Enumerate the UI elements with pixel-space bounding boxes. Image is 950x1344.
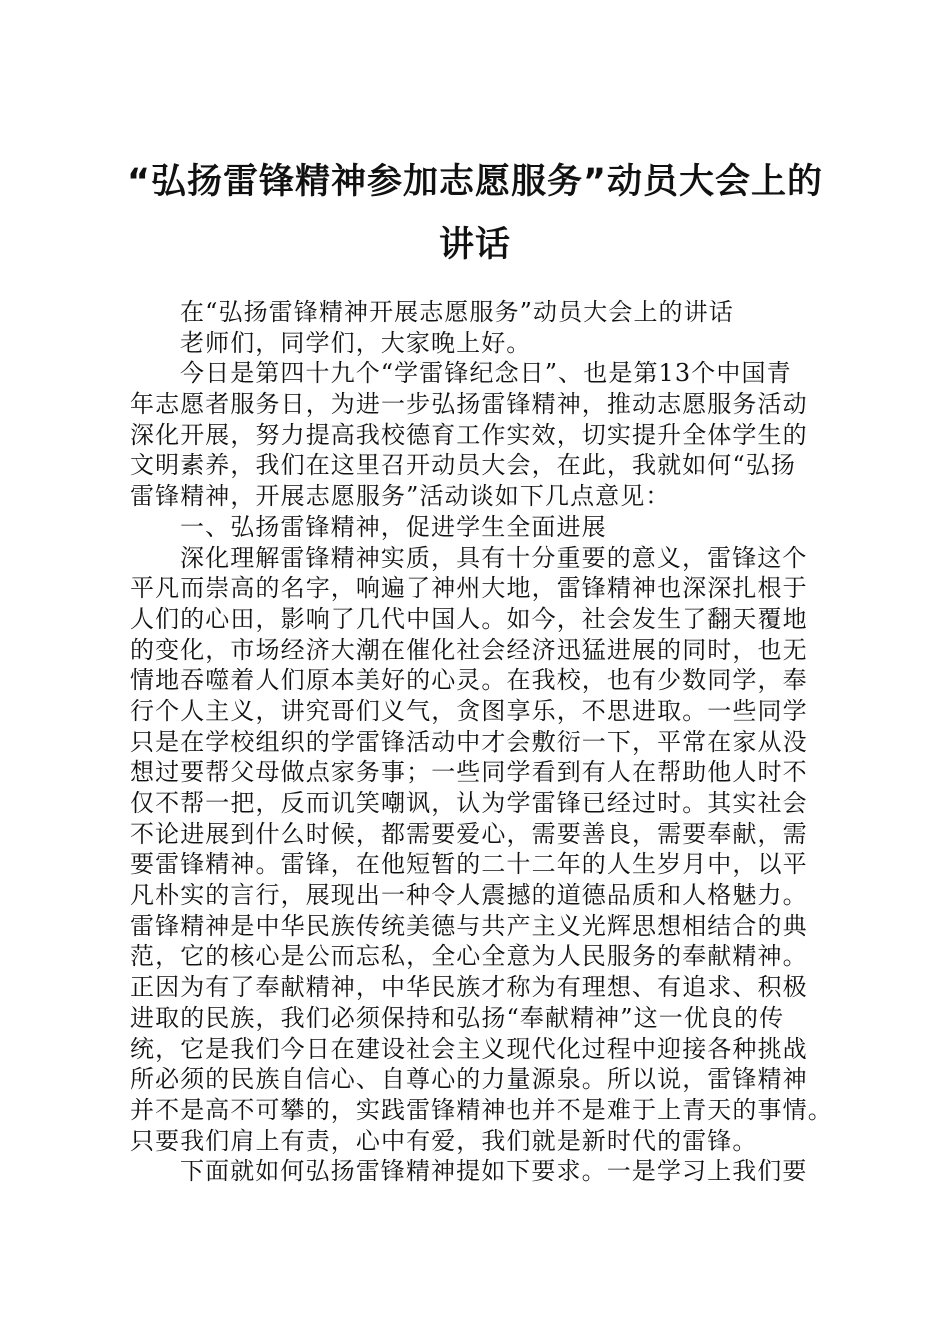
body-line: 范，它的核心是公而忘私，全心全意为人民服务的奉献精神。	[130, 942, 808, 971]
body-line: 一、弘扬雷锋精神，促进学生全面进展	[180, 512, 607, 541]
body-line: 平凡而崇高的名字，响遍了神州大地，雷锋精神也深深扎根于	[130, 574, 808, 603]
body-line: 进取的民族，我们必须保持和弘扬“奉献精神”这一优良的传	[130, 1003, 785, 1032]
document-title-line-1: “弘扬雷锋精神参加志愿服务”动员大会上的	[126, 162, 823, 202]
body-line: 要雷锋精神。雷锋，在他短暂的二十二年的人生岁月中，以平	[130, 850, 808, 879]
document-body	[130, 297, 850, 1187]
body-line: 情地吞噬着人们原本美好的心灵。在我校，也有少数同学，奉	[130, 666, 808, 695]
body-line: 只要我们肩上有责，心中有爱，我们就是新时代的雷锋。	[130, 1126, 758, 1155]
body-line: 下面就如何弘扬雷锋精神提如下要求。一是学习上我们要	[180, 1157, 808, 1186]
body-line: 雷锋精神，开展志愿服务”活动谈如下几点意见：	[130, 482, 671, 511]
body-line: 年志愿者服务日，为进一步弘扬雷锋精神，推动志愿服务活动	[130, 390, 808, 419]
body-line: 雷锋精神是中华民族传统美德与共产主义光辉思想相结合的典	[130, 911, 808, 940]
body-line: 仅不帮一把，反而讥笑嘲讽，认为学雷锋已经过时。其实社会	[130, 789, 808, 817]
body-line: 正因为有了奉献精神，中华民族才称为有理想、有追求、积极	[130, 973, 808, 1002]
body-line: 的变化，市场经济大潮在催化社会经济迅猛进展的同时，也无	[130, 635, 808, 664]
document-title-line-2: 讲话	[438, 225, 511, 265]
body-line: 深化理解雷锋精神实质，具有十分重要的意义，雷锋这个	[180, 543, 808, 572]
body-line: 行个人主义，讲究哥们义气，贪图享乐，不思进取。一些同学	[130, 696, 808, 725]
body-line: 在“弘扬雷锋精神开展志愿服务”动员大会上的讲话	[180, 298, 734, 326]
body-line: 统，它是我们今日在建设社会主义现代化过程中迎接各种挑战	[130, 1034, 808, 1063]
body-line: 凡朴实的言行，展现出一种令人震撼的道德品质和人格魅力。	[130, 881, 808, 910]
body-line: 所必须的民族自信心、自尊心的力量源泉。所以说，雷锋精神	[130, 1065, 808, 1094]
body-line: 人们的心田，影响了几代中国人。如今，社会发生了翻天覆地	[130, 604, 808, 633]
body-line: 文明素养，我们在这里召开动员大会，在此，我就如何“弘扬	[130, 451, 796, 480]
body-line: 并不是高不可攀的，实践雷锋精神也并不是难于上青天的事情。	[130, 1095, 833, 1124]
body-line: 深化开展，努力提高我校德育工作实效，切实提升全体学生的	[130, 420, 808, 449]
body-line: 今日是第四十九个“学雷锋纪念日”、也是第13个中国青	[180, 359, 792, 388]
body-line: 只是在学校组织的学雷锋活动中才会敷衍一下，平常在家从没	[130, 727, 808, 756]
body-line: 想过要帮父母做点家务事；一些同学看到有人在帮助他人时不	[130, 758, 808, 787]
body-line: 不论进展到什么时候，都需要爱心，需要善良，需要奉献，需	[130, 819, 808, 848]
body-line: 老师们，同学们，大家晚上好。	[180, 328, 532, 357]
